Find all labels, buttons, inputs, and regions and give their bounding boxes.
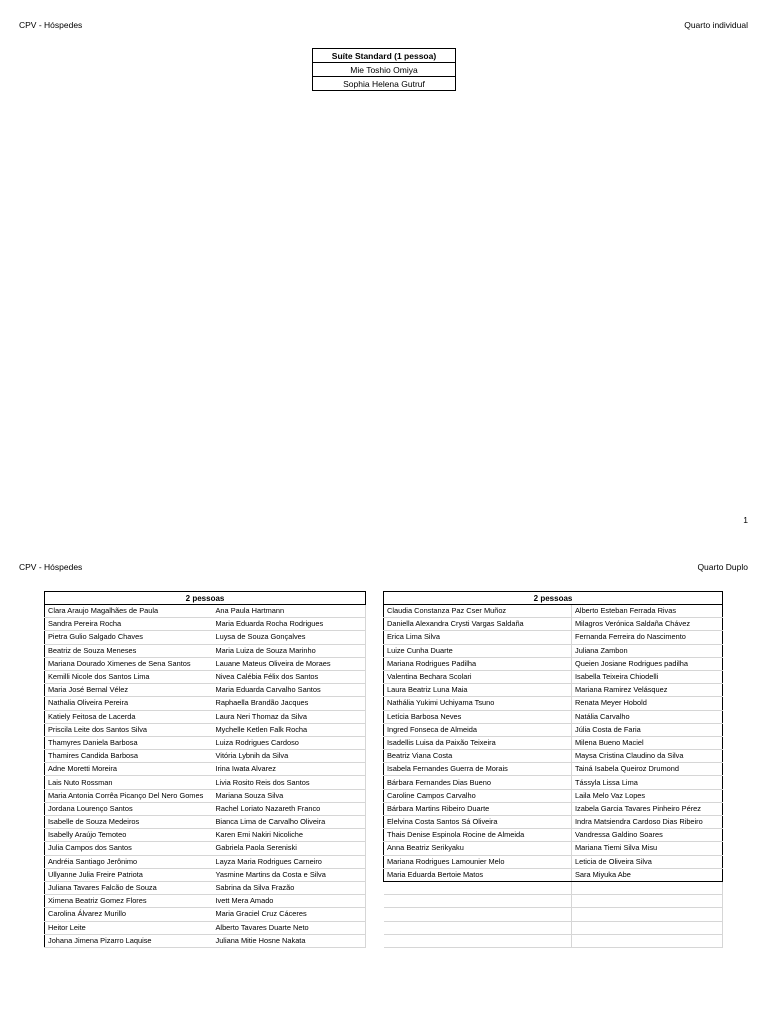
table-row (45, 881, 366, 894)
guest-name: Thamires Candida Barbosa (45, 750, 213, 763)
guest-name: Juliana Tavares Falcão de Souza (45, 881, 213, 894)
guest-name: Heitor Leite (45, 921, 213, 934)
guest-name: Tássyla Lissa Lima (572, 776, 723, 789)
table-row (384, 776, 723, 789)
table-row (45, 697, 366, 710)
single-room-table (312, 48, 456, 91)
guest-name: Sandra Pereira Rocha (45, 618, 213, 631)
table-row (45, 921, 366, 934)
double-room-table-right (383, 591, 723, 948)
table-row (45, 618, 366, 631)
table-row (384, 829, 723, 842)
guest-name: Maria Eduarda Bertoie Matos (384, 868, 572, 881)
empty-row (384, 921, 723, 934)
guest-name: Yasmine Martins da Costa e Silva (213, 868, 366, 881)
guest-name: Sophia Helena Gutruf (343, 78, 425, 89)
table-row (45, 750, 366, 763)
guest-name: Raphaella Brandão Jacques (213, 697, 366, 710)
guest-name: Nathália Yukimi Uchiyama Tsuno (384, 697, 572, 710)
guest-name: Jordana Lourenço Santos (45, 802, 213, 815)
double-room-table-left-title: 2 pessoas (45, 592, 366, 605)
guest-name: Isabelly Araújo Temoteo (45, 829, 213, 842)
guest-name: Indra Matsiendra Cardoso Dias Ribeiro (572, 816, 723, 829)
guest-name: Mariana Souza Silva (213, 789, 366, 802)
guest-name: Ana Paula Hartmann (213, 605, 366, 618)
guest-name: Mie Toshio Omiya (313, 63, 456, 77)
table-row (45, 855, 366, 868)
table-row (384, 631, 723, 644)
guest-name: Maria Eduarda Carvalho Santos (213, 684, 366, 697)
table-row (384, 684, 723, 697)
guest-name: Pietra Gulio Salgado Chaves (45, 631, 213, 644)
table-row (384, 789, 723, 802)
empty-row (384, 881, 723, 894)
guest-name: Priscila Leite dos Santos Silva (45, 723, 213, 736)
table-row (384, 763, 723, 776)
guest-name: Nathalia Oliveira Pereira (45, 697, 213, 710)
guest-name: Alberto Esteban Ferrada Rivas (572, 605, 723, 618)
guest-name: Rachel Loriato Nazareth Franco (213, 802, 366, 815)
table-row (384, 710, 723, 723)
guest-name: Mariana Rodrigues Lamounier Melo (384, 855, 572, 868)
guest-name: Maria Antonia Corrêa Picanço Del Nero Gomes (45, 789, 213, 802)
guest-name: Thamyres Daniela Barbosa (45, 736, 213, 749)
double-room-table-right-title: 2 pessoas (384, 592, 723, 605)
guest-name: Carolina Álvarez Murillo (45, 908, 213, 921)
table-row (384, 670, 723, 683)
guest-name: Katiely Feitosa de Lacerda (45, 710, 213, 723)
guest-name: Johana Jimena Pizarro Laquise (45, 934, 213, 947)
table-row (384, 618, 723, 631)
table-row (384, 723, 723, 736)
guest-name: Renata Meyer Hobold (572, 697, 723, 710)
empty-cell (384, 881, 572, 894)
table-row (45, 868, 366, 881)
guest-name: Irina Iwata Alvarez (213, 763, 366, 776)
guest-name: Beatriz de Souza Meneses (45, 644, 213, 657)
guest-name: Erica Lima Silva (384, 631, 572, 644)
double-room-table-left (44, 591, 366, 948)
table-row (45, 934, 366, 947)
empty-cell (572, 881, 723, 894)
guest-name: Ullyanne Julia Freire Patriota (45, 868, 213, 881)
table-row (45, 829, 366, 842)
guest-name: Maria Luiza de Souza Marinho (213, 644, 366, 657)
guest-name: Luysa de Souza Gonçalves (213, 631, 366, 644)
guest-name: Nivea Calébia Félix dos Santos (213, 670, 366, 683)
guest-name: Alberto Tavares Duarte Neto (213, 921, 366, 934)
guest-name: Mariana Tiemi Silva Misu (572, 842, 723, 855)
guest-name: Ivett Mera Amado (213, 895, 366, 908)
table-row (384, 816, 723, 829)
table-row (45, 776, 366, 789)
guest-name: Julia Campos dos Santos (45, 842, 213, 855)
guest-name: Luiza Rodrigues Cardoso (213, 736, 366, 749)
guest-name: Caroline Campos Carvalho (384, 789, 572, 802)
guest-name: Queien Josiane Rodrigues padilha (572, 657, 723, 670)
guest-name: Mariana Rodrigues Padilha (384, 657, 572, 670)
guest-name: Adne Moretti Moreira (45, 763, 213, 776)
table-row (384, 750, 723, 763)
empty-cell (384, 895, 572, 908)
guest-name: Lauane Mateus Oliveira de Moraes (213, 657, 366, 670)
guest-name: Elelvina Costa Santos Sá Oliveira (384, 816, 572, 829)
guest-name: Anna Beatriz Serikyaku (384, 842, 572, 855)
guest-name: Milagros Verónica Saldaña Chávez (572, 618, 723, 631)
table-row (384, 697, 723, 710)
page1-header-left: CPV - Hóspedes (19, 20, 83, 30)
empty-cell (572, 908, 723, 921)
guest-name: Valentina Bechara Scolari (384, 670, 572, 683)
guest-name: Mychelle Ketlen Falk Rocha (213, 723, 366, 736)
table-row (45, 657, 366, 670)
page2-header-left: CPV - Hóspedes (19, 562, 83, 572)
empty-cell (384, 934, 572, 947)
table-row (384, 855, 723, 868)
guest-name: Beatriz Viana Costa (384, 750, 572, 763)
table-row (384, 657, 723, 670)
guest-name: Mariana Ramirez Velásquez (572, 684, 723, 697)
guest-name: Milena Bueno Maciel (572, 736, 723, 749)
guest-name: Bárbara Martins Ribeiro Duarte (384, 802, 572, 815)
empty-row (384, 908, 723, 921)
table-row (45, 842, 366, 855)
guest-name: Kemilli Nicole dos Santos Lima (45, 670, 213, 683)
guest-name: Ingred Fonseca de Almeida (384, 723, 572, 736)
guest-name: Sabrina da Silva Frazão (213, 881, 366, 894)
table-row (45, 802, 366, 815)
empty-row (384, 934, 723, 947)
table-row (384, 736, 723, 749)
guest-name: Karen Emi Nakiri Nicoliche (213, 829, 366, 842)
guest-name: Leticia de Oliveira Silva (572, 855, 723, 868)
guest-name: Fernanda Ferreira do Nascimento (572, 631, 723, 644)
table-row (45, 644, 366, 657)
guest-name: Natália Carvalho (572, 710, 723, 723)
guest-name: Maysa Cristina Claudino da Silva (572, 750, 723, 763)
table-row (45, 763, 366, 776)
empty-cell (572, 934, 723, 947)
guest-name: Vitória Lybnih da Silva (213, 750, 366, 763)
guest-name: Luize Cunha Duarte (384, 644, 572, 657)
table-row (45, 710, 366, 723)
table-row (45, 723, 366, 736)
guest-name: Júlia Costa de Faria (572, 723, 723, 736)
table-row (45, 605, 366, 618)
guest-name: Ximena Beatriz Gomez Flores (45, 895, 213, 908)
page2-header-right: Quarto Duplo (697, 562, 748, 572)
guest-name: Daniella Alexandra Crysti Vargas Saldaña (384, 618, 572, 631)
guest-name: Clara Araujo Magalhães de Paula (45, 605, 213, 618)
empty-cell (572, 921, 723, 934)
guest-name: Thais Denise Espinola Rocine de Almeida (384, 829, 572, 842)
guest-name: Isabelle de Souza Medeiros (45, 816, 213, 829)
guest-name: Andréia Santiago Jerônimo (45, 855, 213, 868)
empty-row (384, 895, 723, 908)
guest-name: Laila Melo Vaz Lopes (572, 789, 723, 802)
table-row (45, 895, 366, 908)
guest-name: Laura Neri Thomaz da Silva (213, 710, 366, 723)
guest-name: Livia Rosito Reis dos Santos (213, 776, 366, 789)
table-row (384, 868, 723, 881)
table-row (45, 908, 366, 921)
table-row (45, 670, 366, 683)
table-row (45, 816, 366, 829)
guest-name: Izabela Garcia Tavares Pinheiro Pérez (572, 802, 723, 815)
table-row (384, 644, 723, 657)
guest-name: Claudia Constanza Paz Cser Muñoz (384, 605, 572, 618)
guest-name: Letícia Barbosa Neves (384, 710, 572, 723)
empty-cell (384, 908, 572, 921)
guest-name: Laura Beatriz Luna Maia (384, 684, 572, 697)
guest-name: Sara Miyuka Abe (572, 868, 723, 881)
table-row (384, 842, 723, 855)
guest-name: Maria Eduarda Rocha Rodrigues (213, 618, 366, 631)
table-row (384, 605, 723, 618)
guest-name: Mariana Dourado Ximenes de Sena Santos (45, 657, 213, 670)
page1-header-right: Quarto individual (684, 20, 748, 30)
guest-name: Isabella Teixeira Chiodelli (572, 670, 723, 683)
guest-name: Bianca Lima de Carvalho Oliveira (213, 816, 366, 829)
guest-name: Layza Maria Rodrigues Carneiro (213, 855, 366, 868)
guest-name: Gabriela Paola Sereniski (213, 842, 366, 855)
guest-name: Juliana Mitie Hosne Nakata (213, 934, 366, 947)
guest-name: Lais Nuto Rossman (45, 776, 213, 789)
guest-name: Isabela Fernandes Guerra de Morais (384, 763, 572, 776)
empty-cell (384, 921, 572, 934)
page-number: 1 (743, 515, 748, 525)
table-row (45, 789, 366, 802)
guest-name: Juliana Zambon (572, 644, 723, 657)
table-row (45, 684, 366, 697)
table-row (384, 802, 723, 815)
guest-name: Maria José Bernal Vélez (45, 684, 213, 697)
guest-name: Isadellis Luisa da Paixão Teixeira (384, 736, 572, 749)
table-row (45, 736, 366, 749)
guest-name: Vandressa Galdino Soares (572, 829, 723, 842)
single-room-table-title: Suíte Standard (1 pessoa) (313, 49, 456, 63)
table-row (45, 631, 366, 644)
empty-cell (572, 895, 723, 908)
guest-name: Tainá Isabela Queiroz Drumond (572, 763, 723, 776)
guest-name: Maria Graciel Cruz Cáceres (213, 908, 366, 921)
guest-name: Bárbara Fernandes Dias Bueno (384, 776, 572, 789)
